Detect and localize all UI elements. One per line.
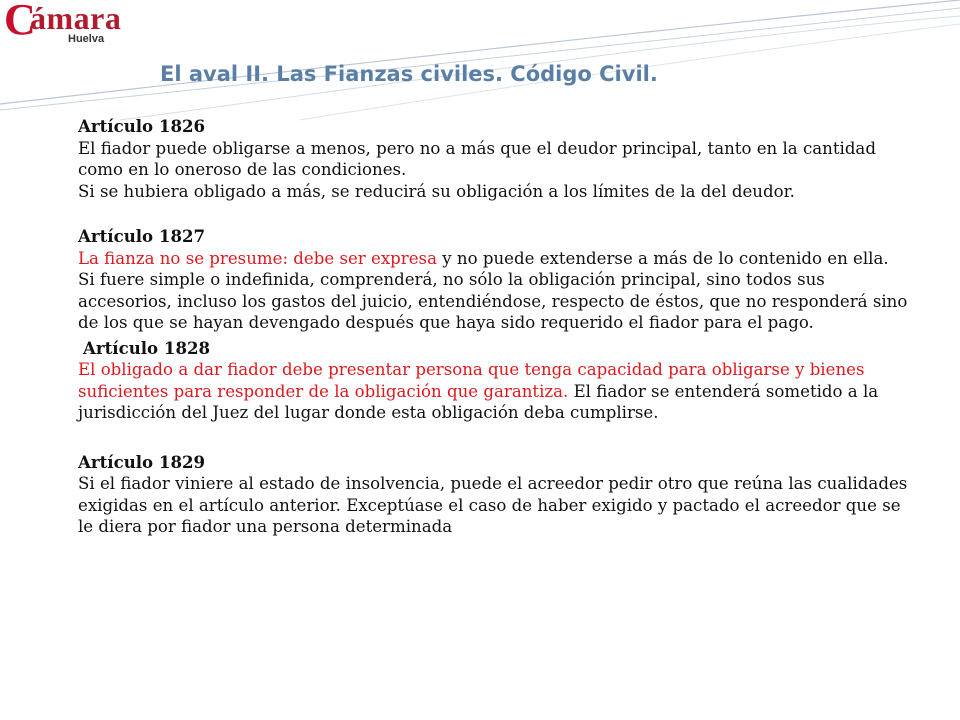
article-text <box>78 248 914 270</box>
article-heading: Artículo 1828 <box>83 337 211 358</box>
logo-location: Huelva <box>68 33 105 45</box>
article-text: Si se hubiera obligado a más, se reducirá su obligación a los límites de la del deudor. <box>78 181 795 201</box>
article-1829 <box>78 452 914 538</box>
highlighted-text: El obligado a dar fiador debe presentar persona que tenga capacidad para obligarse y bienes suficientes para responder de la obligación que garantiza. <box>78 360 865 401</box>
article-text-continuation: El fiador se entenderá sometido a la jurisdicción del Juez del lugar donde esta obligación deba cumplirse. <box>78 381 879 422</box>
article-1828 <box>78 338 914 424</box>
article-text: El fiador puede obligarse a menos, pero no a más que el deudor principal, tanto en la cantidad como en lo oneroso de las condiciones. <box>78 138 876 179</box>
slide-content <box>78 116 914 538</box>
article-heading: Artículo 1829 <box>78 451 206 472</box>
logo-brand: ámara <box>30 0 122 36</box>
article-1827 <box>78 226 914 334</box>
article-text-continuation: y no puede extenderse a más de lo contenido en ella. <box>436 248 889 268</box>
article-text: Si el fiador viniere al estado de insolvencia, puede el acreedor pedir otro que reúna las cualidades exigidas en el artículo anterior. Exceptúase el caso de haber exigido y pactado el acreedor que se le diera por fiador una persona determinada <box>78 474 908 536</box>
article-text: Si fuere simple o indefinida, comprenderá, no sólo la obligación principal, sino todos sus accesorios, incluso los gastos del juicio, entendiéndose, respecto de éstos, que no responderá sino de los que se hayan devengado después que haya sido requerido el fiador para el pago. <box>78 270 908 332</box>
logo-initial: C <box>4 0 36 44</box>
article-1826 <box>78 116 914 202</box>
camara-huelva-logo <box>4 2 164 48</box>
article-text <box>78 359 914 424</box>
slide-title: El aval II. Las Fianzas civiles. Código Civil. <box>160 62 658 86</box>
article-heading: Artículo 1826 <box>78 116 206 136</box>
article-heading: Artículo 1827 <box>78 226 206 246</box>
highlighted-text: La fianza no se presume: debe ser expresa <box>78 248 437 268</box>
